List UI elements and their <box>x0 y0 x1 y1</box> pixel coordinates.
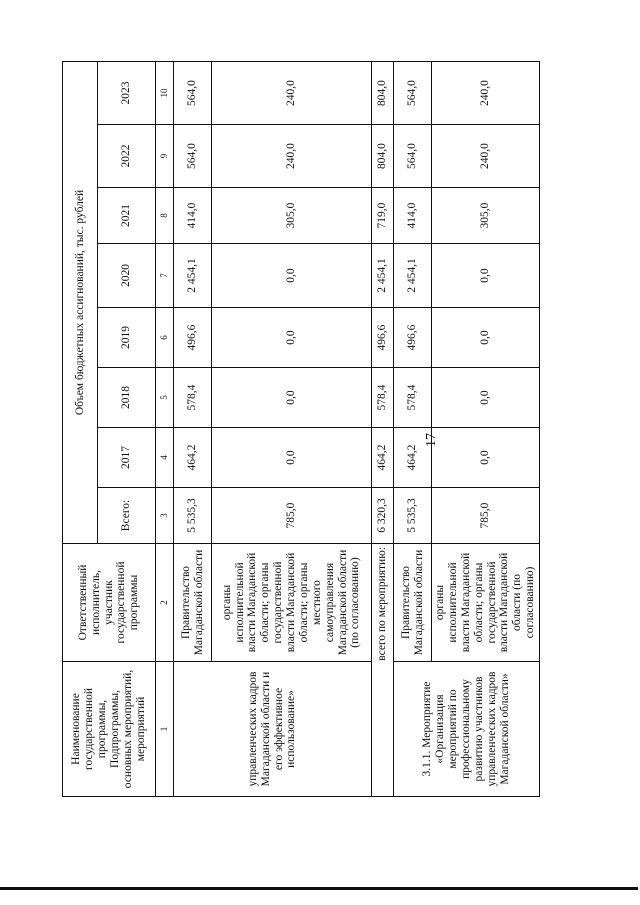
cell-value: 240,0 <box>432 61 540 124</box>
row-executor: органы исполнительной власти Магаданской области; органы государственной власти Магаданской области; органы местного самоуправления Магаданской области (по согласованию) <box>212 544 372 662</box>
cell-value: 414,0 <box>174 188 212 244</box>
cell-value: 496,6 <box>372 308 394 368</box>
cell-value: 804,0 <box>372 61 394 124</box>
cell-value: 240,0 <box>432 125 540 188</box>
table-body <box>174 61 540 796</box>
table-header <box>63 61 174 796</box>
cell-value: 0,0 <box>212 368 372 428</box>
row-name: всего по мероприятию: <box>372 544 394 797</box>
header-name: Наименование государственной программы, Подпрограммы, основных мероприятий, мероприятий <box>63 662 156 797</box>
row-executor: Правительство Магаданской области <box>394 544 432 662</box>
cell-value: 6 320,3 <box>372 488 394 544</box>
cell-value: 804,0 <box>372 125 394 188</box>
budget-table <box>62 61 540 797</box>
column-index: 5 <box>156 368 174 428</box>
cell-value: 0,0 <box>432 308 540 368</box>
table-row <box>174 61 212 796</box>
row-name: 3.1.1. Мероприятие «Организация мероприятий по профессиональному развитию участников управленческих кадров Магаданской области» <box>394 662 540 797</box>
cell-value: 564,0 <box>174 61 212 124</box>
cell-value: 2 454,1 <box>174 244 212 308</box>
cell-value: 578,4 <box>174 368 212 428</box>
row-name: управленческих кадров Магаданской области и его эффективное использование» <box>174 662 372 797</box>
column-index: 3 <box>156 488 174 544</box>
cell-value: 0,0 <box>432 244 540 308</box>
header-year: 2019 <box>98 308 156 368</box>
row-executor: Правительство Магаданской области <box>174 544 212 662</box>
cell-value: 5 535,3 <box>394 488 432 544</box>
header-funding-group: Объем бюджетных ассигнований, тыс. рублей <box>63 61 98 543</box>
header-year: 2022 <box>98 125 156 188</box>
column-index: 7 <box>156 244 174 308</box>
column-index: 2 <box>156 544 174 662</box>
cell-value: 305,0 <box>212 188 372 244</box>
header-year: 2023 <box>98 61 156 124</box>
column-index: 1 <box>156 662 174 797</box>
header-total: Всего: <box>98 488 156 544</box>
column-index: 9 <box>156 125 174 188</box>
cell-value: 305,0 <box>432 188 540 244</box>
cell-value: 785,0 <box>432 488 540 544</box>
table-row <box>394 61 432 796</box>
cell-value: 240,0 <box>212 61 372 124</box>
cell-value: 414,0 <box>394 188 432 244</box>
header-year: 2021 <box>98 188 156 244</box>
cell-value: 240,0 <box>212 125 372 188</box>
cell-value: 5 535,3 <box>174 488 212 544</box>
row-executor: органы исполнительной власти Магаданской области; органы государственной власти Магаданской области (по согласованию) <box>432 544 540 662</box>
cell-value: 564,0 <box>394 125 432 188</box>
header-year: 2017 <box>98 428 156 488</box>
cell-value: 0,0 <box>212 428 372 488</box>
cell-value: 578,4 <box>372 368 394 428</box>
page-bottom-rule <box>0 887 638 890</box>
column-index: 6 <box>156 308 174 368</box>
cell-value: 0,0 <box>432 368 540 428</box>
table-row-total <box>372 61 394 796</box>
cell-value: 2 454,1 <box>372 244 394 308</box>
header-year: 2020 <box>98 244 156 308</box>
rotated-table-wrapper <box>62 62 537 797</box>
column-index: 4 <box>156 428 174 488</box>
cell-value: 0,0 <box>212 308 372 368</box>
cell-value: 464,2 <box>372 428 394 488</box>
cell-value: 564,0 <box>174 125 212 188</box>
cell-value: 719,0 <box>372 188 394 244</box>
cell-value: 496,6 <box>394 308 432 368</box>
cell-value: 496,6 <box>174 308 212 368</box>
cell-value: 564,0 <box>394 61 432 124</box>
cell-value: 0,0 <box>212 244 372 308</box>
column-index: 10 <box>156 61 174 124</box>
header-year: 2018 <box>98 368 156 428</box>
cell-value: 464,2 <box>394 428 432 488</box>
column-index: 8 <box>156 188 174 244</box>
cell-value: 785,0 <box>212 488 372 544</box>
cell-value: 2 454,1 <box>394 244 432 308</box>
page-number: 17 <box>424 433 439 447</box>
cell-value: 578,4 <box>394 368 432 428</box>
cell-value: 0,0 <box>432 428 540 488</box>
header-executor: Ответственный исполнитель, участник государственной программы <box>63 544 156 662</box>
cell-value: 464,2 <box>174 428 212 488</box>
